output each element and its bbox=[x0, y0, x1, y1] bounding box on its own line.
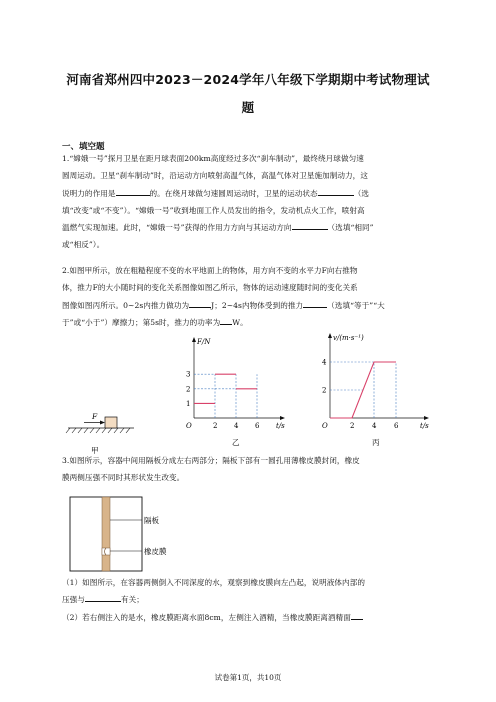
q1-line-4: 填“改变”或“不变”）。“嫦娥一号”收到地面工作人员发出的指令，发动机点火工作，喷射高 bbox=[62, 205, 365, 215]
q1-line-5 bbox=[62, 219, 434, 236]
answer-blank[interactable] bbox=[318, 187, 354, 196]
x-axis-arrow-icon bbox=[280, 416, 285, 420]
origin-label: O bbox=[322, 422, 328, 430]
q1-number: 1. bbox=[62, 154, 70, 163]
q2-text-1: 如图甲所示，放在粗糙程度不变的水平地面上的物体，用方向不变的水平力F向右推物 bbox=[69, 266, 358, 275]
q1-line-6: 或“相反”）。 bbox=[62, 240, 105, 250]
q2-line-1 bbox=[62, 262, 434, 279]
q3-sub1-text-2a: 压强与 bbox=[62, 595, 85, 605]
q2-text-3a: 图像如图丙所示。0~2s内推力做功为 bbox=[62, 300, 190, 310]
y-tick-label: 3 bbox=[186, 370, 191, 379]
q1-text-5a: 温燃气实现加速。此时，“嫦娥一号”获得的作用力方向与其运动方向 bbox=[62, 223, 292, 233]
membrane-hole bbox=[102, 548, 110, 555]
x-axis-arrow-icon bbox=[424, 416, 429, 420]
q2-text-4b: W。 bbox=[232, 317, 248, 327]
force-label: F bbox=[92, 412, 98, 421]
q3-line-1 bbox=[62, 452, 434, 469]
section-title: 一、填空题 bbox=[62, 142, 105, 152]
y-axis-arrow-icon bbox=[328, 333, 332, 338]
q3-sub2-text-1: （2）若右侧注入的是水，橡皮膜距离水面8cm，左侧注入酒精，当橡皮膜距离酒精面 bbox=[62, 612, 351, 622]
question-3-subparts bbox=[62, 574, 434, 626]
caption-bing: 丙 bbox=[372, 438, 380, 447]
x-axis-label: t/s bbox=[276, 422, 285, 430]
label-membrane: 橡皮膜 bbox=[144, 547, 167, 556]
question-3 bbox=[62, 452, 434, 487]
page-title: 河南省郑州四中2023－2024学年八年级下学期期中考试物理试题 bbox=[66, 72, 430, 115]
q2-line-2: 体，推力F的大小随时间的变化关系图像如图乙所示，物体的运动速度随时间的变化关系 bbox=[62, 283, 358, 293]
y-axis-label: v/(m·s⁻¹) bbox=[333, 334, 364, 342]
q1-line-3 bbox=[62, 185, 434, 202]
arrow-head-icon bbox=[100, 421, 105, 425]
q3-sub2-line-1 bbox=[62, 609, 434, 626]
origin-label: O bbox=[186, 422, 192, 430]
q3-line-2: 膜两侧压强不同时其形状发生改变。 bbox=[62, 473, 185, 483]
partition-board bbox=[102, 497, 110, 571]
caption-jia: 甲 bbox=[91, 446, 99, 455]
y-axis-label: F/N bbox=[197, 338, 211, 346]
q1-text-1: “嫦娥一号”探月卫星在距月球表面200km高度经过多次“刹车制动”，最终绕月球做匀速 bbox=[69, 154, 364, 163]
q1-line-1 bbox=[62, 150, 434, 167]
block bbox=[105, 417, 117, 428]
q1-text-3b: 的。在绕月球做匀速圆周运动时，卫星的运动状态 bbox=[149, 188, 318, 198]
x-tick-label: 2 bbox=[350, 422, 355, 430]
x-tick-label: 2 bbox=[213, 422, 218, 430]
answer-blank[interactable] bbox=[189, 299, 211, 308]
question-1 bbox=[62, 150, 434, 254]
y-tick-label: 2 bbox=[322, 386, 327, 395]
container-figure bbox=[62, 495, 202, 575]
q2-line-3 bbox=[62, 297, 434, 314]
x-tick-label: 6 bbox=[394, 422, 399, 430]
data-series-line bbox=[330, 362, 396, 418]
ground-hatching bbox=[66, 428, 130, 433]
answer-blank[interactable] bbox=[292, 221, 328, 230]
q3-number: 3. bbox=[62, 456, 70, 465]
q3-sub1-line-2 bbox=[62, 591, 434, 608]
q1-text-3c: （选 bbox=[353, 188, 369, 198]
chart-yi bbox=[180, 322, 292, 452]
x-tick-label: 6 bbox=[255, 422, 260, 430]
answer-blank[interactable] bbox=[303, 299, 327, 308]
q3-sub1-line-1: （1）如图所示，在容器两侧倒入不同深度的水，观察到橡皮膜向左凸起，说明液体内部的 bbox=[62, 578, 365, 587]
x-tick-label: 4 bbox=[234, 422, 239, 430]
q1-text-3a: 说明力的作用是 bbox=[62, 188, 116, 198]
q2-number: 2. bbox=[62, 266, 70, 275]
x-axis-label: t/s bbox=[420, 422, 429, 430]
y-tick-label: 1 bbox=[186, 399, 191, 408]
figure-jia bbox=[62, 395, 142, 455]
answer-blank[interactable] bbox=[351, 611, 363, 620]
q1-line-2: 圆周运动。卫星“刹车制动”时，沿运动方向喷射高温气体，高温气体对卫星施加制动力，这 bbox=[62, 171, 368, 181]
q2-text-3b: J；2~4s内物体受到的推力 bbox=[211, 300, 304, 310]
q2-text-4a: 于”或“小于”）摩擦力；第5s时，推力的功率为 bbox=[62, 317, 221, 327]
guide-lines bbox=[194, 374, 257, 418]
tick-labels bbox=[186, 371, 260, 430]
y-axis-arrow-icon bbox=[192, 337, 196, 342]
q3-text-1: 如图所示，容器中间用隔板分成左右两部分；隔板下部有一圆孔用薄橡皮膜封闭，橡皮 bbox=[69, 456, 360, 465]
y-tick-label: 4 bbox=[322, 358, 327, 367]
chart-bing bbox=[316, 322, 436, 452]
page-footer: 试卷第1页，共10页 bbox=[214, 673, 282, 682]
label-partition: 隔板 bbox=[144, 516, 159, 525]
question-2 bbox=[62, 262, 434, 331]
q1-text-5b: （选填“相同” bbox=[327, 223, 374, 233]
caption-yi: 乙 bbox=[232, 438, 240, 447]
y-tick-label: 2 bbox=[186, 385, 191, 394]
answer-blank[interactable] bbox=[85, 593, 121, 602]
q3-sub1-text-2b: 有关； bbox=[120, 595, 144, 605]
data-lines bbox=[330, 362, 396, 418]
answer-blank[interactable] bbox=[116, 187, 150, 196]
q2-text-3c: （选填“等于”“大 bbox=[327, 300, 385, 310]
tick-labels bbox=[322, 359, 399, 431]
x-tick-label: 4 bbox=[372, 422, 377, 430]
